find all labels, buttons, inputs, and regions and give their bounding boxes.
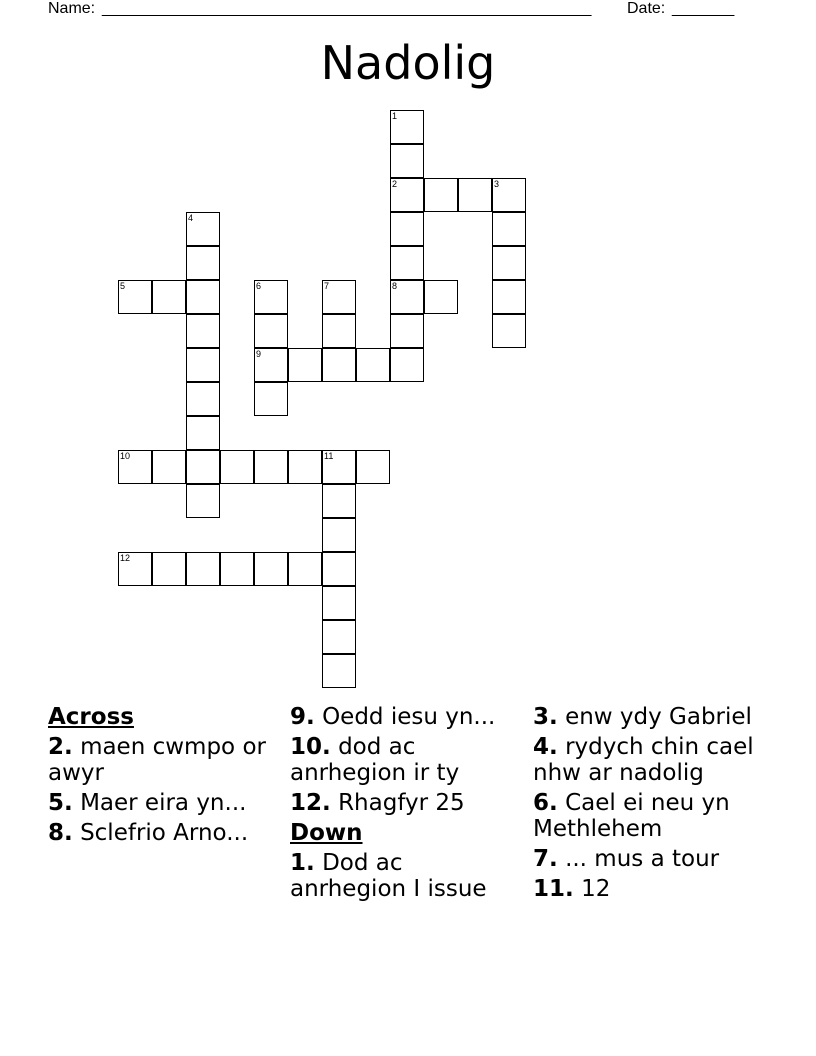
grid-cell[interactable] bbox=[118, 450, 152, 484]
grid-cell[interactable] bbox=[186, 212, 220, 246]
down-heading: Down bbox=[290, 820, 363, 846]
date-field[interactable]: _______ bbox=[672, 0, 735, 17]
clue-number-label: 11 bbox=[324, 451, 334, 461]
grid-cell[interactable] bbox=[458, 178, 492, 212]
clue-text: Cael ei neu yn Methlehem bbox=[533, 790, 730, 842]
grid-cell[interactable] bbox=[288, 552, 322, 586]
clues-column-3 bbox=[533, 704, 763, 906]
grid-cell[interactable] bbox=[288, 348, 322, 382]
clue-down-7 bbox=[533, 846, 763, 872]
grid-cell[interactable] bbox=[492, 178, 526, 212]
grid-cell[interactable] bbox=[322, 586, 356, 620]
grid-cell[interactable] bbox=[118, 552, 152, 586]
clue-across-9 bbox=[290, 704, 520, 730]
clue-text: enw ydy Gabriel bbox=[565, 704, 752, 730]
grid-cell[interactable] bbox=[322, 484, 356, 518]
grid-cell[interactable] bbox=[390, 314, 424, 348]
grid-cell[interactable] bbox=[254, 348, 288, 382]
grid-cell[interactable] bbox=[186, 246, 220, 280]
clue-number: 2. bbox=[48, 734, 73, 760]
clue-number-label: 4 bbox=[188, 213, 194, 223]
clue-text: Maer eira yn... bbox=[80, 790, 247, 816]
clue-number: 3. bbox=[533, 704, 558, 730]
grid-cell[interactable] bbox=[390, 178, 424, 212]
grid-cell[interactable] bbox=[322, 552, 356, 586]
grid-cell[interactable] bbox=[220, 450, 254, 484]
name-field[interactable]: _______________________________________________________ bbox=[102, 0, 592, 17]
clues-column-2 bbox=[290, 704, 520, 906]
clue-text: Oedd iesu yn... bbox=[322, 704, 496, 730]
clue-number-label: 1 bbox=[392, 111, 398, 121]
clues-column-1 bbox=[48, 704, 278, 850]
grid-cell[interactable] bbox=[254, 314, 288, 348]
clue-text: 12 bbox=[581, 876, 611, 902]
grid-cell[interactable] bbox=[220, 552, 254, 586]
clue-number-label: 2 bbox=[392, 179, 398, 189]
grid-cell[interactable] bbox=[390, 144, 424, 178]
clue-text: Sclefrio Arno... bbox=[80, 820, 249, 846]
clue-text: Rhagfyr 25 bbox=[338, 790, 465, 816]
clue-number-label: 9 bbox=[256, 349, 262, 359]
clue-across-2 bbox=[48, 734, 278, 786]
clue-across-12 bbox=[290, 790, 520, 816]
clue-down-11 bbox=[533, 876, 763, 902]
grid-cell[interactable] bbox=[186, 450, 220, 484]
clue-across-5 bbox=[48, 790, 278, 816]
grid-cell[interactable] bbox=[424, 178, 458, 212]
grid-cell[interactable] bbox=[186, 348, 220, 382]
clue-text: Dod ac anrhegion I issue bbox=[290, 850, 487, 902]
clue-number-label: 12 bbox=[120, 553, 131, 563]
clue-number: 5. bbox=[48, 790, 73, 816]
grid-cell[interactable] bbox=[492, 212, 526, 246]
grid-cell[interactable] bbox=[118, 280, 152, 314]
clue-number: 9. bbox=[290, 704, 315, 730]
grid-cell[interactable] bbox=[288, 450, 322, 484]
grid-cell[interactable] bbox=[254, 382, 288, 416]
grid-cell[interactable] bbox=[322, 620, 356, 654]
clue-text: maen cwmpo or awyr bbox=[48, 734, 266, 786]
clue-number-label: 8 bbox=[392, 281, 398, 291]
clue-number: 1. bbox=[290, 850, 315, 876]
grid-cell[interactable] bbox=[186, 552, 220, 586]
grid-cell[interactable] bbox=[390, 110, 424, 144]
clue-across-8 bbox=[48, 820, 278, 846]
clue-number: 4. bbox=[533, 734, 558, 760]
clue-number: 7. bbox=[533, 846, 558, 872]
clue-text: dod ac anrhegion ir ty bbox=[290, 734, 460, 786]
grid-cell[interactable] bbox=[424, 280, 458, 314]
grid-cell[interactable] bbox=[390, 348, 424, 382]
grid-cell[interactable] bbox=[390, 246, 424, 280]
grid-cell[interactable] bbox=[152, 280, 186, 314]
clue-number: 11. bbox=[533, 876, 574, 902]
grid-cell[interactable] bbox=[186, 416, 220, 450]
clue-down-3 bbox=[533, 704, 763, 730]
clue-down-6 bbox=[533, 790, 763, 842]
puzzle-title: Nadolig bbox=[320, 36, 496, 90]
date-label: Date: bbox=[627, 0, 666, 17]
grid-cell[interactable] bbox=[322, 280, 356, 314]
clue-number-label: 3 bbox=[494, 179, 500, 189]
grid-cell[interactable] bbox=[186, 484, 220, 518]
clue-number: 8. bbox=[48, 820, 73, 846]
grid-cell[interactable] bbox=[254, 280, 288, 314]
grid-cell[interactable] bbox=[390, 280, 424, 314]
grid-cell[interactable] bbox=[152, 552, 186, 586]
across-heading: Across bbox=[48, 704, 134, 730]
grid-cell[interactable] bbox=[390, 212, 424, 246]
grid-cell[interactable] bbox=[152, 450, 186, 484]
clue-down-4 bbox=[533, 734, 763, 786]
clue-number-label: 5 bbox=[120, 281, 126, 291]
clue-number-label: 10 bbox=[120, 451, 131, 461]
grid-cell[interactable] bbox=[322, 654, 356, 688]
grid-cell[interactable] bbox=[492, 246, 526, 280]
grid-cell[interactable] bbox=[492, 280, 526, 314]
grid-cell[interactable] bbox=[322, 348, 356, 382]
clue-number: 6. bbox=[533, 790, 558, 816]
grid-cell[interactable] bbox=[186, 280, 220, 314]
clue-number: 12. bbox=[290, 790, 331, 816]
grid-cell[interactable] bbox=[254, 450, 288, 484]
grid-cell[interactable] bbox=[492, 314, 526, 348]
grid-cell[interactable] bbox=[254, 552, 288, 586]
name-label: Name: bbox=[48, 0, 96, 17]
clue-down-1 bbox=[290, 850, 520, 902]
grid-cell[interactable] bbox=[186, 382, 220, 416]
grid-cell[interactable] bbox=[322, 314, 356, 348]
grid-cell[interactable] bbox=[186, 314, 220, 348]
grid-cell[interactable] bbox=[322, 518, 356, 552]
clue-number-label: 7 bbox=[324, 281, 330, 291]
clue-text: ... mus a tour bbox=[565, 846, 720, 872]
grid-cell[interactable] bbox=[356, 450, 390, 484]
clue-text: rydych chin cael nhw ar nadolig bbox=[533, 734, 754, 786]
grid-cell[interactable] bbox=[356, 348, 390, 382]
grid-cell[interactable] bbox=[322, 450, 356, 484]
clue-number-label: 6 bbox=[256, 281, 262, 291]
clue-across-10 bbox=[290, 734, 520, 786]
clue-number: 10. bbox=[290, 734, 331, 760]
